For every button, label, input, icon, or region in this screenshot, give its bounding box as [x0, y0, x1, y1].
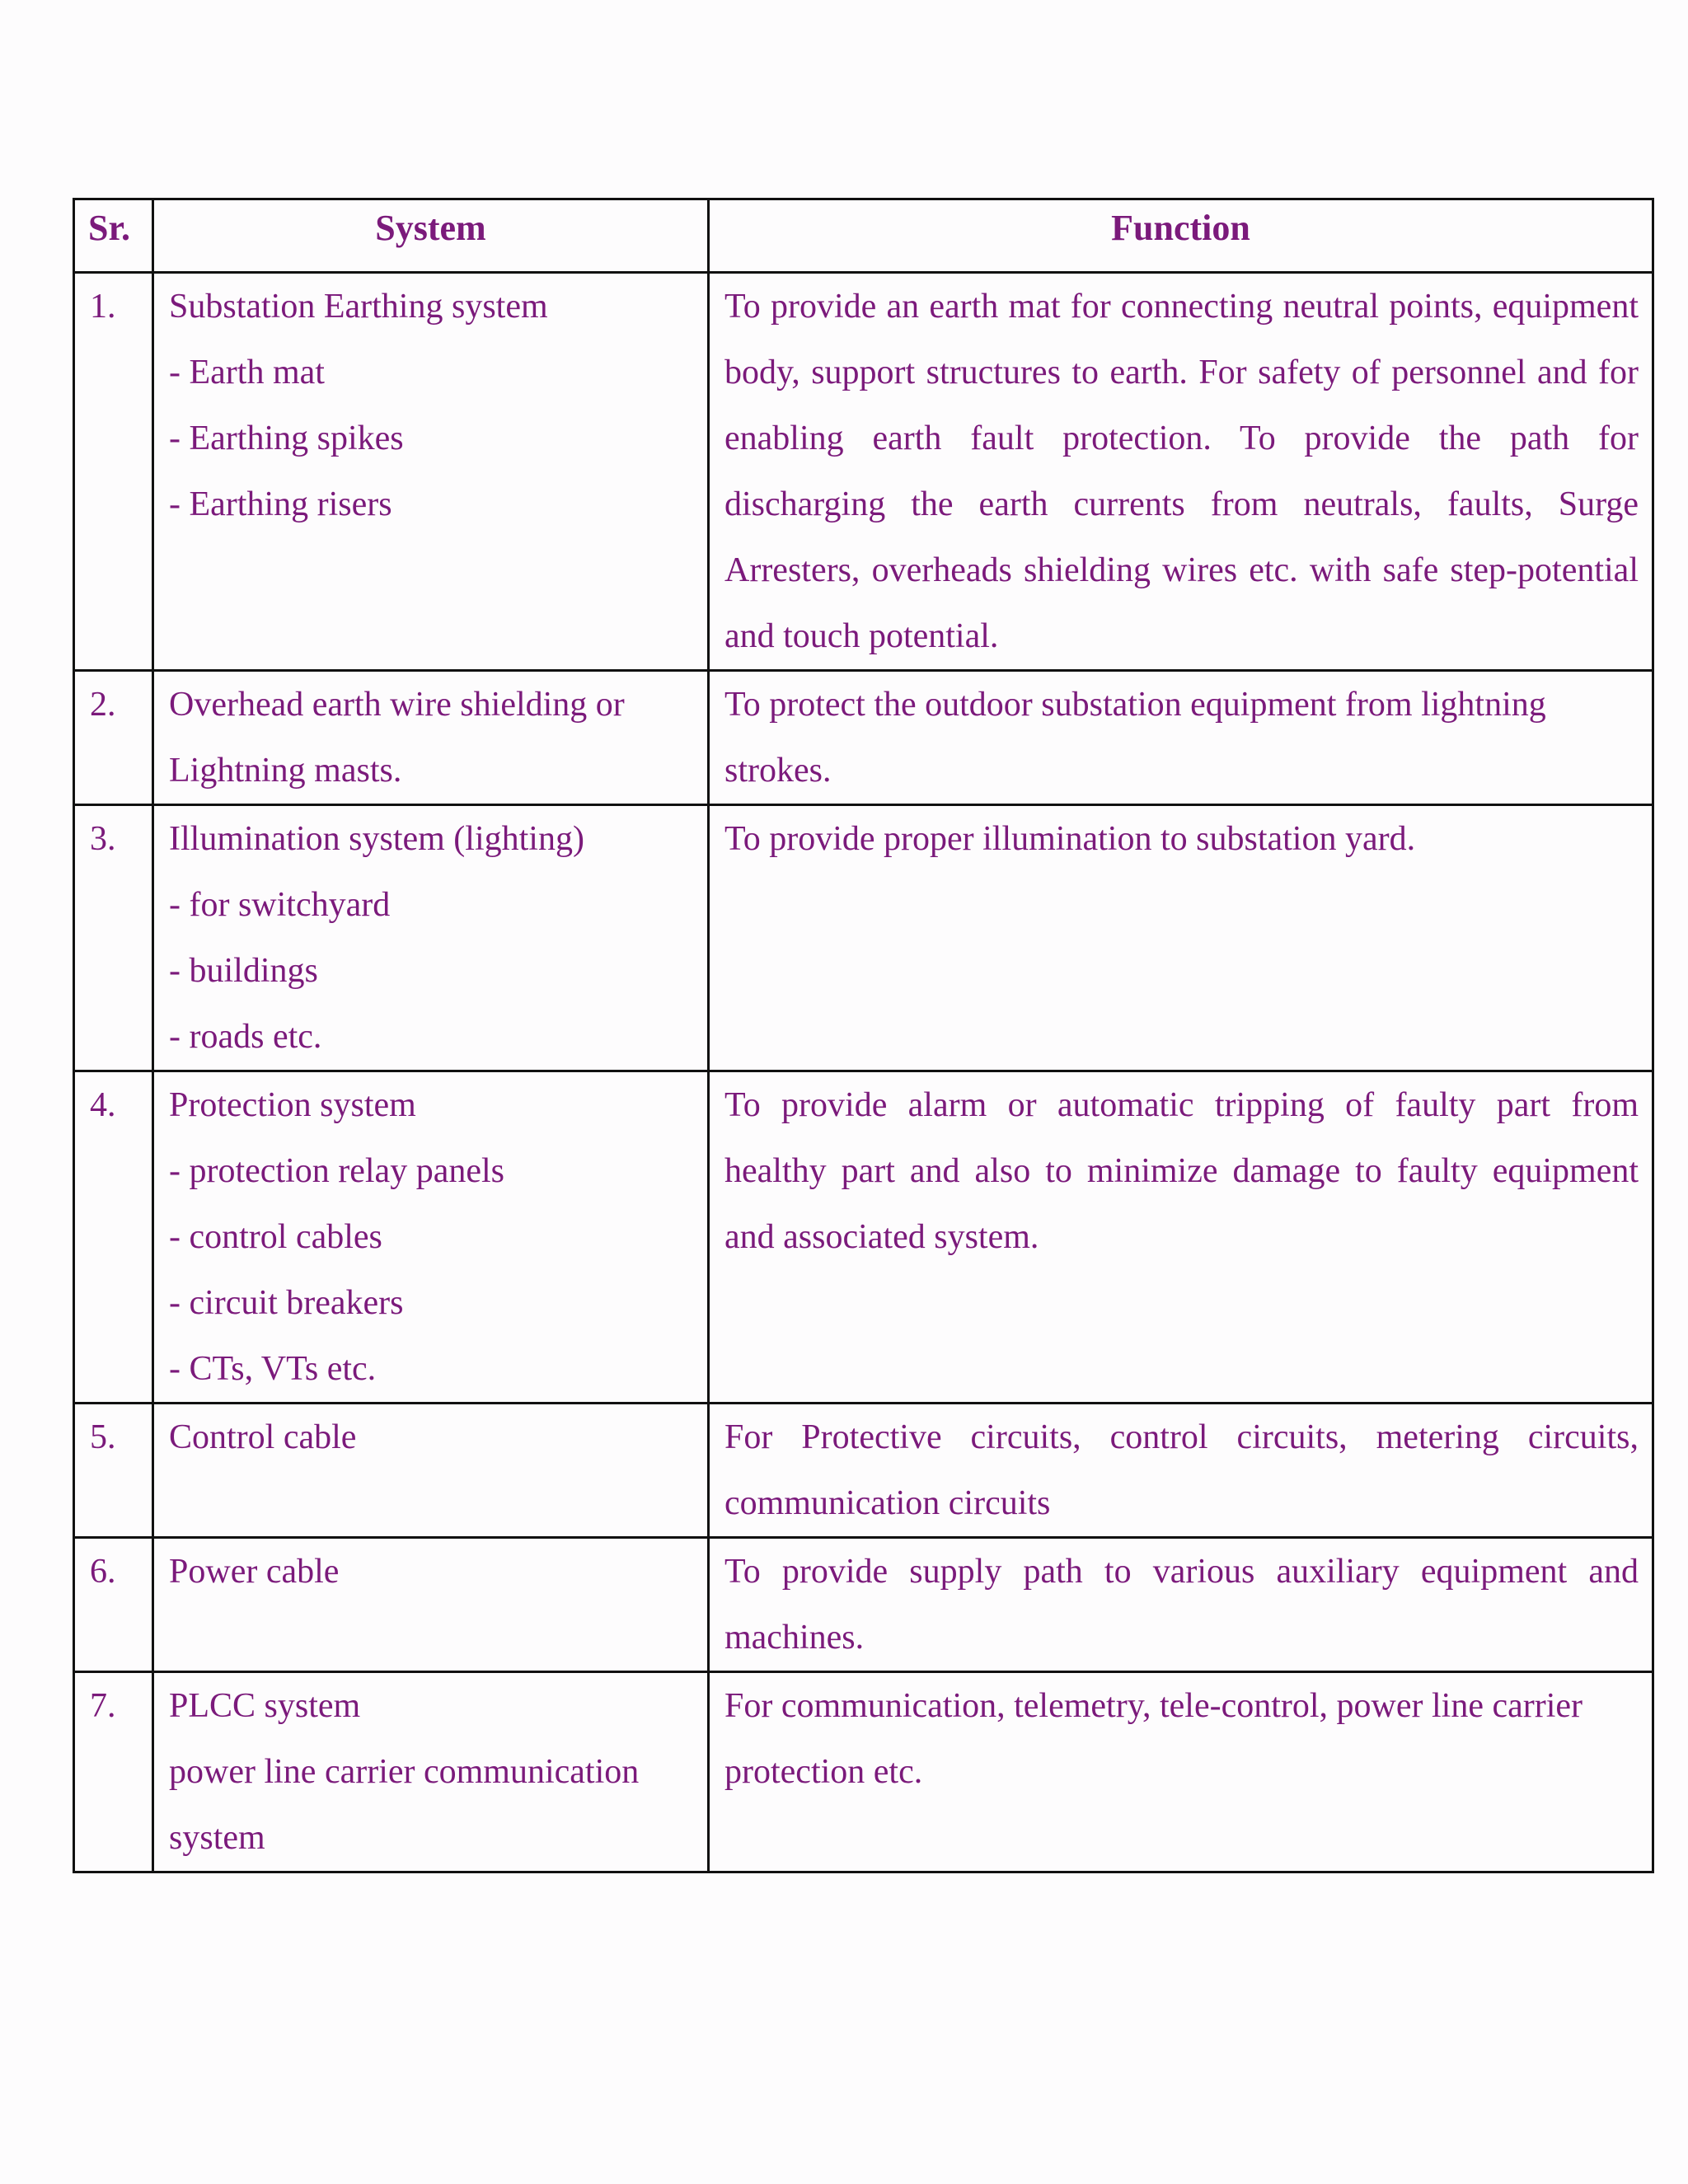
system-line: Illumination system (lighting) [169, 820, 584, 858]
function-text: To provide supply path to various auxiliary equipment and machines. [724, 1553, 1639, 1657]
row-sr: 4. [74, 1071, 153, 1404]
system-line: - CTs, VTs etc. [169, 1350, 377, 1388]
system-line: - for switchyard [169, 886, 391, 924]
table-row [74, 1672, 1653, 1872]
system-line: power line carrier communication [169, 1753, 640, 1791]
row-system [153, 1672, 709, 1872]
table-header-row [74, 199, 1653, 273]
system-line: - roads etc. [169, 1018, 322, 1056]
function-text: To provide proper illumination to substation yard. [724, 820, 1416, 858]
row-function [709, 1071, 1653, 1404]
row-sr: 7. [74, 1672, 153, 1872]
row-function [709, 1538, 1653, 1672]
row-sr: 1. [74, 273, 153, 671]
function-text: To provide an earth mat for connecting neutral points, equipment body, support structures to earth. For safety of personnel and for enabling earth fault protection. To provide the path for discharging the earth currents from neutrals, faults, Surge Arresters, overheads shielding wires etc. with safe step-potential and touch potential. [724, 288, 1639, 655]
system-line: - protection relay panels [169, 1152, 504, 1190]
system-line: PLCC system [169, 1687, 361, 1725]
function-text: For communication, telemetry, tele-control, power line carrier protection etc. [724, 1687, 1583, 1791]
row-function [709, 1404, 1653, 1538]
row-function [709, 805, 1653, 1071]
table-row [74, 273, 1653, 671]
function-text: To protect the outdoor substation equipment from lightning strokes. [724, 686, 1546, 790]
row-function [709, 671, 1653, 805]
row-sr: 6. [74, 1538, 153, 1672]
row-system [153, 273, 709, 671]
function-text: To provide alarm or automatic tripping of faulty part from healthy part and also to minimize damage to faulty equipment and associated system. [724, 1086, 1639, 1256]
row-system [153, 1538, 709, 1672]
row-function [709, 1672, 1653, 1872]
row-sr: 5. [74, 1404, 153, 1538]
header-sr: Sr. [74, 199, 153, 273]
header-system: System [153, 199, 709, 273]
system-line: Lightning masts. [169, 752, 402, 790]
row-system [153, 671, 709, 805]
system-line: Substation Earthing system [169, 288, 548, 326]
row-system [153, 1404, 709, 1538]
function-text: For Protective circuits, control circuits, metering circuits, communication circuits [724, 1418, 1639, 1522]
table-row [74, 805, 1653, 1071]
row-function [709, 273, 1653, 671]
system-line: - Earthing risers [169, 485, 392, 523]
table-row [74, 1538, 1653, 1672]
system-line: - Earth mat [169, 354, 325, 391]
table-row [74, 671, 1653, 805]
row-sr: 3. [74, 805, 153, 1071]
system-line: system [169, 1819, 265, 1857]
row-system [153, 805, 709, 1071]
system-line: Power cable [169, 1553, 340, 1591]
table-row [74, 1071, 1653, 1404]
system-line: - circuit breakers [169, 1284, 404, 1322]
systems-table [73, 198, 1654, 1873]
system-line: - Earthing spikes [169, 419, 404, 457]
system-line: - control cables [169, 1218, 382, 1256]
row-system [153, 1071, 709, 1404]
system-line: Control cable [169, 1418, 357, 1456]
row-sr: 2. [74, 671, 153, 805]
table-row [74, 1404, 1653, 1538]
system-line: Overhead earth wire shielding or [169, 686, 625, 724]
system-line: Protection system [169, 1086, 416, 1124]
header-function: Function [709, 199, 1653, 273]
system-line: - buildings [169, 952, 318, 990]
